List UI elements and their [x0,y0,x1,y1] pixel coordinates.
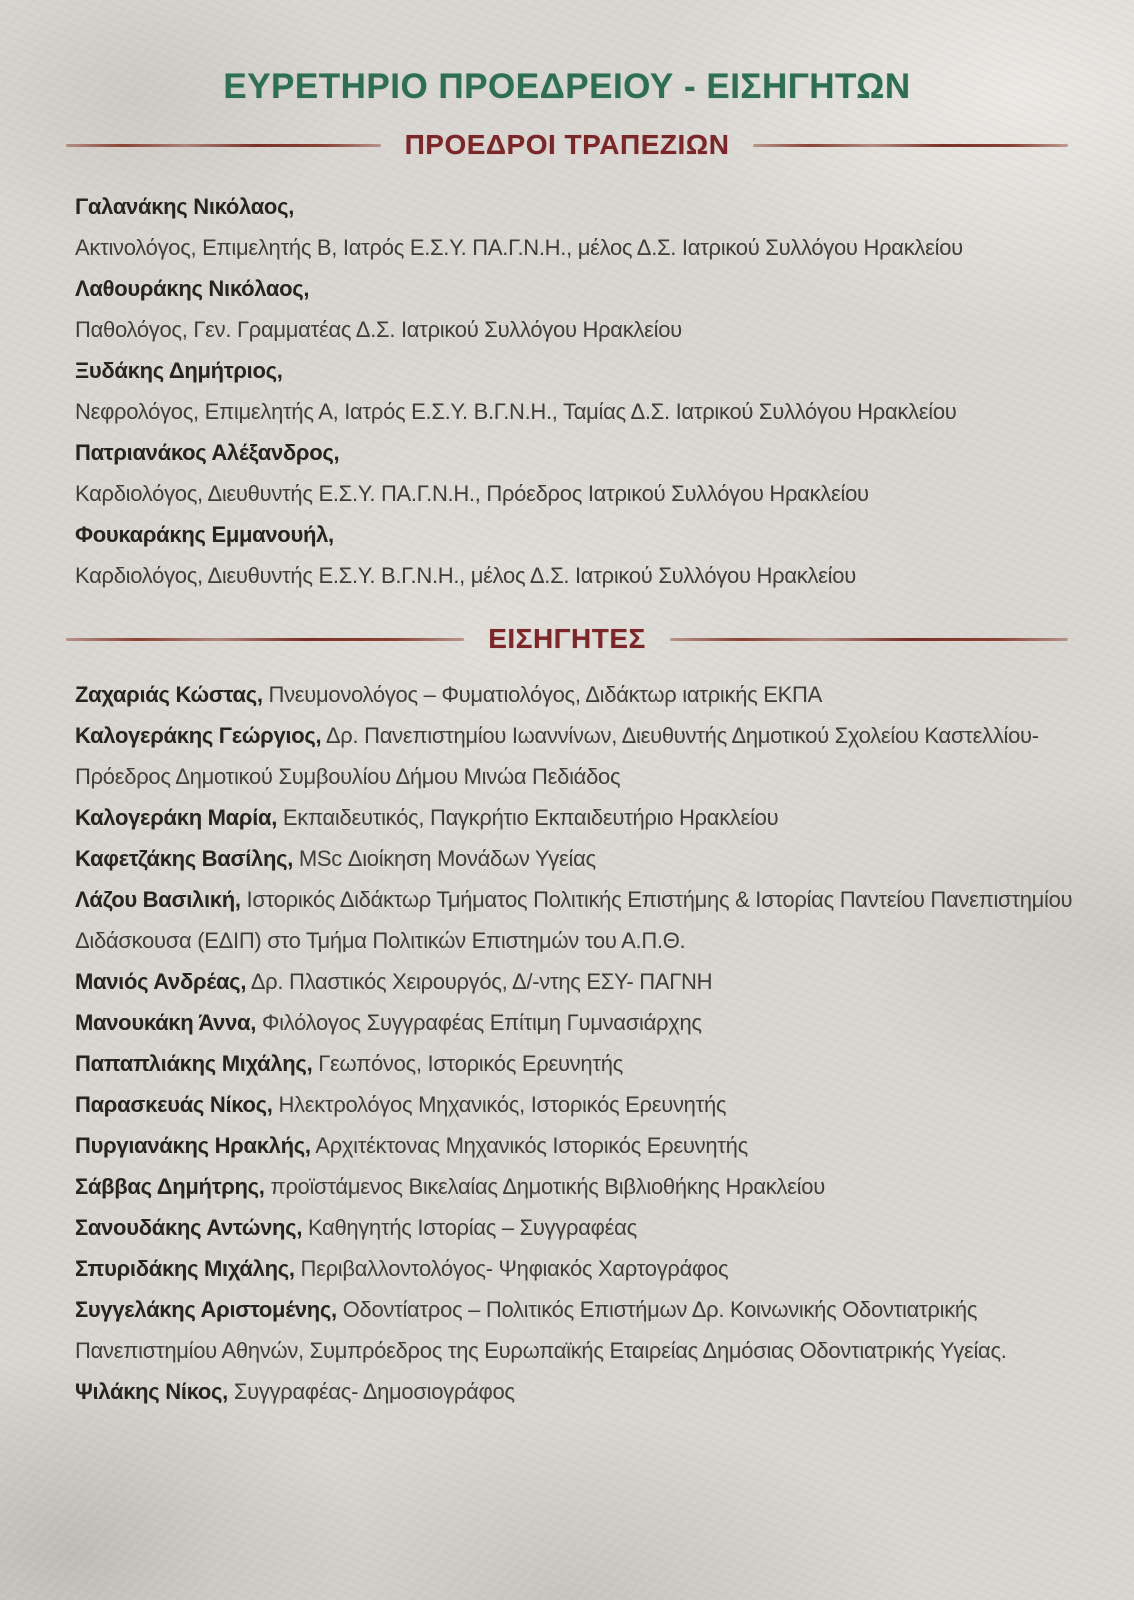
speaker-entry [75,838,1079,879]
chair-entry [75,350,1079,432]
person-role: Νεφρολόγος, Επιμελητής Α, Ιατρός Ε.Σ.Υ. Β.Γ.Ν.Η., Ταμίας Δ.Σ. Ιατρικού Συλλόγου Ηρακλείου [75,399,957,424]
person-name: Ξυδάκης Δημήτριος, [75,358,283,383]
divider-line-left [66,638,464,641]
person-name: Λαθουράκης Νικόλαος, [75,276,310,301]
speaker-entry [75,1084,1079,1125]
section-header-chairs [66,128,1068,162]
speaker-entry [75,1371,1079,1412]
speaker-entry [75,1166,1079,1207]
speaker-entry [75,1289,1079,1371]
person-name: Μανιός Ανδρέας, [75,969,247,994]
divider-line-right [753,144,1068,147]
person-name: Σάββας Δημήτρης, [75,1174,265,1199]
speaker-entry [75,1248,1079,1289]
person-name: Φουκαράκης Εμμανουήλ, [75,522,334,547]
page-title: ΕΥΡΕΤΗΡΙΟ ΠΡΟΕΔΡΕΙΟΥ - ΕΙΣΗΓΗΤΩΝ [223,67,911,106]
person-role: Γεωπόνος, Ιστορικός Ερευνητής [318,1051,623,1076]
person-name: Λάζου Βασιλική, [75,887,241,912]
person-role: Παθολόγος, Γεν. Γραμματέας Δ.Σ. Ιατρικού Συλλόγου Ηρακλείου [75,317,682,342]
person-name: Παρασκευάς Νίκος, [75,1092,273,1117]
person-name: Καλογεράκης Γεώργιος, [75,723,322,748]
person-name: Καφετζάκης Βασίλης, [75,846,294,871]
speaker-entry [75,797,1079,838]
person-role: Δρ. Πανεπιστημίου Ιωαννίνων, Διευθυντής Δημοτικού Σχολείου Καστελλίου- Πρόεδρος Δημοτικού Συμβουλίου Δήμου Μινώα Πεδιάδος [75,723,1039,789]
speaker-entry [75,674,1079,715]
chair-entry [75,186,1079,268]
chair-entry [75,514,1079,596]
person-role: προϊστάμενος Βικελαίας Δημοτικής Βιβλιοθήκης Ηρακλείου [270,1174,825,1199]
person-role: Ηλεκτρολόγος Μηχανικός, Ιστορικός Ερευνητής [278,1092,727,1117]
person-name: Πατριανάκος Αλέξανδρος, [75,440,340,465]
divider-line-left [66,144,381,147]
person-name: Ζαχαριάς Κώστας, [75,682,263,707]
divider-line-right [670,638,1068,641]
person-role: Ακτινολόγος, Επιμελητής Β, Ιατρός Ε.Σ.Υ. ΠΑ.Γ.Ν.Η., μέλος Δ.Σ. Ιατρικού Συλλόγου Ηρακλείου [75,235,963,260]
person-role: Φιλόλογος Συγγραφέας Επίτιμη Γυμνασιάρχης [261,1010,702,1035]
person-name: Συγγελάκης Αριστομένης, [75,1297,337,1322]
speakers-list [75,674,1079,1412]
section-title-chairs: ΠΡΟΕΔΡΟΙ ΤΡΑΠΕΖΙΩΝ [404,129,730,160]
person-role: MSc Διοίκηση Μονάδων Υγείας [298,846,596,871]
speaker-entry [75,1125,1079,1166]
person-name: Παπαπλιάκης Μιχάλης, [75,1051,313,1076]
chair-entry [75,432,1079,514]
person-role: Περιβαλλοντολόγος- Ψηφιακός Χαρτογράφος [300,1256,729,1281]
person-role: Δρ. Πλαστικός Χειρουργός, Δ/-ντης ΕΣΥ- ΠΑΓΝΗ [250,969,713,994]
speaker-entry [75,961,1079,1002]
person-name: Πυργιανάκης Ηρακλής, [75,1133,311,1158]
person-role: Οδοντίατρος – Πολιτικός Επιστήμων Δρ. Κοινωνικής Οδοντιατρικής Πανεπιστημίου Αθηνών, Συμπρόεδρος της Ευρωπαϊκής Εταιρείας Δημόσιας Οδοντιατρικής Υγείας. [75,1297,1007,1363]
person-name: Γαλανάκης Νικόλαος, [75,194,295,219]
person-role: Αρχιτέκτονας Μηχανικός Ιστορικός Ερευνητής [315,1133,748,1158]
person-role: Καρδιολόγος, Διευθυντής Ε.Σ.Υ. Β.Γ.Ν.Η., μέλος Δ.Σ. Ιατρικού Συλλόγου Ηρακλείου [75,563,856,588]
person-role: Καθηγητής Ιστορίας – Συγγραφέας [307,1215,637,1240]
section-title-speakers: ΕΙΣΗΓΗΤΕΣ [488,623,646,654]
speaker-entry [75,1207,1079,1248]
chair-entry [75,268,1079,350]
speaker-entry [75,1043,1079,1084]
chairs-list [75,186,1079,596]
person-role: Εκπαιδευτικός, Παγκρήτιο Εκπαιδευτήριο Ηρακλείου [282,805,779,830]
person-name: Σπυριδάκης Μιχάλης, [75,1256,295,1281]
speaker-entry [75,715,1079,797]
speaker-entry [75,879,1079,961]
person-role: Ιστορικός Διδάκτωρ Τμήματος Πολιτικής Επιστήμης & Ιστορίας Παντείου Πανεπιστημίου Διδάσκουσα (ΕΔΙΠ) στο Τμήμα Πολιτικών Επιστημών του Α.Π.Θ. [75,887,1073,953]
person-role: Καρδιολόγος, Διευθυντής Ε.Σ.Υ. ΠΑ.Γ.Ν.Η., Πρόεδρος Ιατρικού Συλλόγου Ηρακλείου [75,481,869,506]
person-name: Ψιλάκης Νίκος, [75,1379,228,1404]
person-name: Σανουδάκης Αντώνης, [75,1215,303,1240]
speaker-entry [75,1002,1079,1043]
person-name: Μανουκάκη Άννα, [75,1010,257,1035]
person-name: Καλογεράκη Μαρία, [75,805,278,830]
person-role: Πνευμονολόγος – Φυματιολόγος, Διδάκτωρ ιατρικής ΕΚΠΑ [268,682,822,707]
section-header-speakers [66,622,1068,656]
person-role: Συγγραφέας- Δημοσιογράφος [233,1379,515,1404]
